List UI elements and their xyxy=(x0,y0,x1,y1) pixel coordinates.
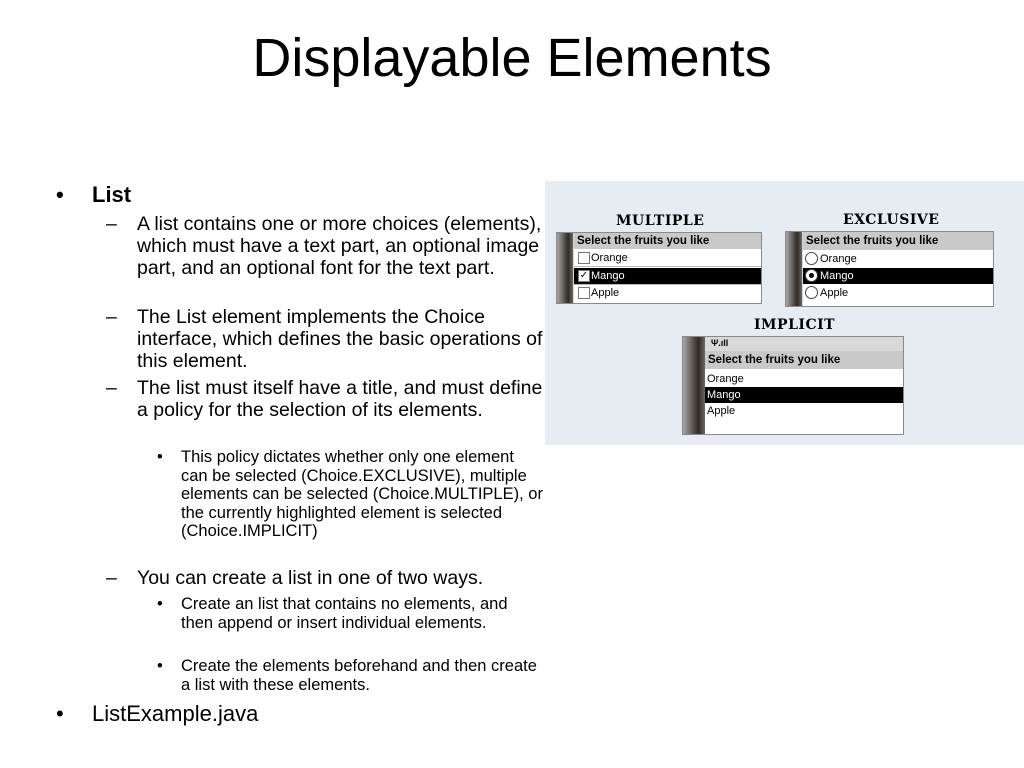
multiple-list-screen xyxy=(556,232,762,304)
list-item-apple[interactable] xyxy=(574,285,761,301)
signal-strength-icon: Ψ.ıll xyxy=(711,338,729,348)
bullet-marker: • xyxy=(157,448,163,466)
list-item-orange[interactable] xyxy=(803,251,993,267)
radio-button-selected-icon[interactable] xyxy=(805,269,818,282)
sub-bullet-2 xyxy=(106,306,547,372)
item-label: Apple xyxy=(591,287,620,299)
implicit-list-screen xyxy=(682,336,904,435)
checkbox-icon[interactable] xyxy=(578,270,590,282)
list-item-mango[interactable] xyxy=(574,268,761,284)
check-mark: ✓ xyxy=(579,270,589,281)
item-label: Orange xyxy=(820,253,857,265)
item-label: Orange xyxy=(591,252,628,264)
bullet-marker: • xyxy=(56,701,64,726)
sub-sub-bullet-empty-list xyxy=(157,595,543,632)
divider xyxy=(574,266,761,267)
list-item-mango[interactable]: Mango xyxy=(705,387,903,403)
list-item-mango[interactable] xyxy=(803,268,993,284)
sub-bullet-3 xyxy=(106,377,547,422)
bullet-marker: • xyxy=(56,182,64,207)
implicit-caption: IMPLICIT xyxy=(754,317,836,333)
list-item-orange[interactable] xyxy=(574,250,761,266)
bullet-text: Create an list that contains no elements, and then append or insert individual elements. xyxy=(181,595,508,632)
slide-title: Displayable Elements xyxy=(252,28,772,88)
multiple-caption: MULTIPLE xyxy=(616,213,705,229)
bullet-text: Create the elements beforehand and then create a list with these elements. xyxy=(181,657,537,694)
exclusive-caption: EXCLUSIVE xyxy=(843,212,940,228)
list-title: Select the fruits you like xyxy=(705,351,903,369)
device-frame xyxy=(683,337,705,434)
bullet-list-heading xyxy=(56,182,532,207)
bullet-text: The list must itself have a title, and must define a policy for the selection of its elements. xyxy=(137,377,543,421)
bullet-text: The List element implements the Choice interface, which defines the basic operations of this element. xyxy=(137,306,543,372)
bullet-text: ListExample.java xyxy=(92,701,259,726)
list-types-figure xyxy=(545,181,1024,445)
dash-marker: – xyxy=(106,377,117,399)
bullet-text: You can create a list in one of two ways. xyxy=(137,567,484,589)
radio-button-icon[interactable] xyxy=(805,286,818,299)
bullet-text: This policy dictates whether only one element can be selected (Choice.EXCLUSIVE), multiple elements can be selected (Choice.MULTIPLE), or the currently highlighted element is selected (Choice.IMPLICIT) xyxy=(181,448,543,541)
bullet-marker: • xyxy=(157,595,163,613)
bullet-text: A list contains one or more choices (elements), which must have a text part, an optional image part, and an optional font for the text part. xyxy=(137,213,542,279)
status-bar xyxy=(705,337,903,351)
list-item-apple[interactable]: Apple xyxy=(707,405,736,417)
item-label: Mango xyxy=(591,270,625,282)
device-frame xyxy=(786,232,802,306)
device-screen xyxy=(803,232,993,306)
dash-marker: – xyxy=(106,306,117,328)
list-item-apple[interactable] xyxy=(803,285,993,301)
sub-bullet-4 xyxy=(106,567,547,590)
exclusive-list-screen xyxy=(785,231,994,307)
item-label: Apple xyxy=(820,287,849,299)
checkbox-icon[interactable] xyxy=(578,252,590,264)
list-title: Select the fruits you like xyxy=(803,232,993,250)
checkbox-icon[interactable] xyxy=(578,287,590,299)
sub-bullet-1 xyxy=(106,213,547,279)
list-item-orange[interactable]: Orange xyxy=(707,373,744,385)
dash-marker: – xyxy=(106,213,117,235)
radio-button-icon[interactable] xyxy=(805,252,818,265)
sub-sub-bullet-prebuilt xyxy=(157,657,543,694)
bullet-text: List xyxy=(92,182,132,207)
bullet-marker: • xyxy=(157,657,163,675)
dash-marker: – xyxy=(106,567,117,589)
device-screen xyxy=(705,337,903,434)
list-title: Select the fruits you like xyxy=(574,233,761,249)
bullet-example-file xyxy=(56,701,532,726)
item-label: Mango xyxy=(820,270,854,282)
sub-sub-bullet-policy xyxy=(157,448,543,541)
device-frame xyxy=(557,233,573,303)
device-screen xyxy=(574,233,761,303)
